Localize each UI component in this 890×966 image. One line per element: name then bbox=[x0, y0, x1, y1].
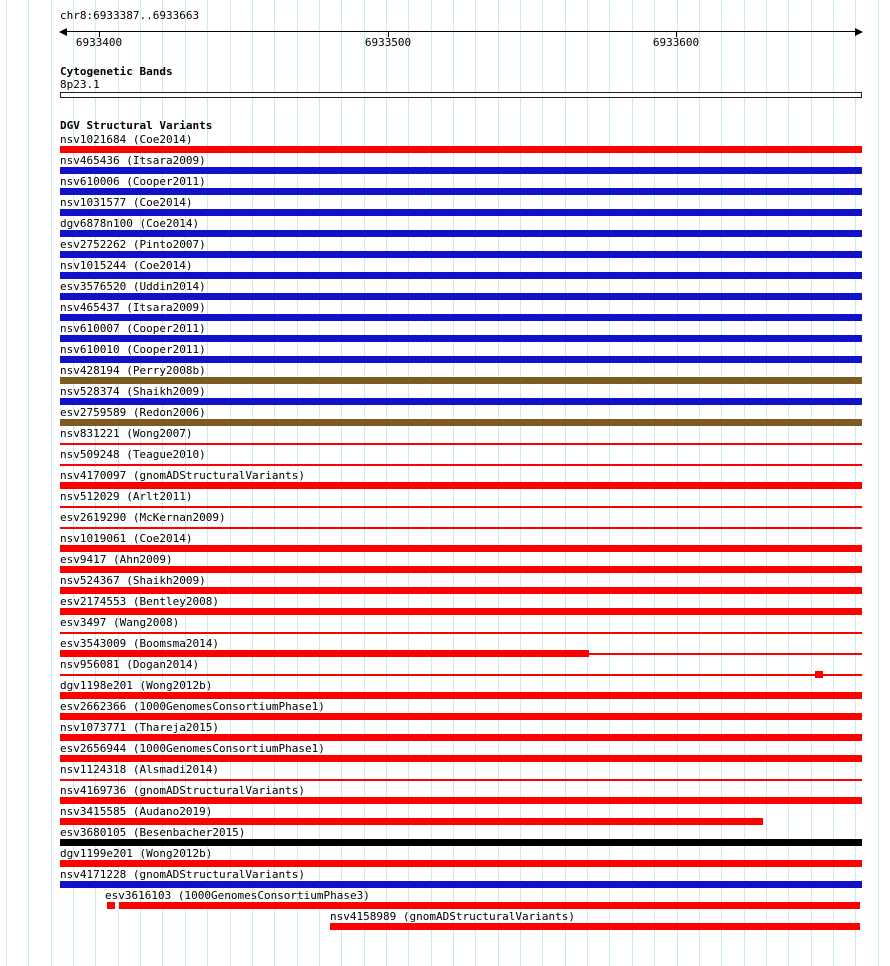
variant-row bbox=[60, 280, 862, 301]
variant-bar[interactable] bbox=[60, 167, 862, 174]
variant-row bbox=[60, 784, 862, 805]
variant-line[interactable] bbox=[60, 674, 862, 676]
variant-line[interactable] bbox=[60, 632, 862, 634]
variant-bar[interactable] bbox=[60, 818, 763, 825]
variant-row bbox=[60, 448, 862, 469]
variant-bar[interactable] bbox=[60, 860, 862, 867]
ruler-tick-label: 6933400 bbox=[75, 36, 123, 49]
variant-label[interactable]: nsv1031577 (Coe2014) bbox=[60, 196, 193, 209]
variant-label[interactable]: nsv4169736 (gnomADStructuralVariants) bbox=[60, 784, 306, 797]
variant-bar[interactable] bbox=[60, 314, 862, 321]
variant-row bbox=[60, 868, 862, 889]
variant-label[interactable]: dgv1199e201 (Wong2012b) bbox=[60, 847, 213, 860]
variant-row bbox=[60, 301, 862, 322]
ruler-right-arrow-icon bbox=[855, 28, 863, 36]
variant-label[interactable]: esv2759589 (Redon2006) bbox=[60, 406, 206, 419]
variant-row bbox=[60, 133, 862, 154]
variant-bar[interactable] bbox=[60, 608, 862, 615]
variant-label[interactable]: nsv512029 (Arlt2011) bbox=[60, 490, 193, 503]
variant-label[interactable]: nsv1015244 (Coe2014) bbox=[60, 259, 193, 272]
variant-label[interactable]: esv2619290 (McKernan2009) bbox=[60, 511, 226, 524]
variant-bar[interactable] bbox=[60, 650, 589, 657]
variant-row bbox=[60, 238, 862, 259]
variant-label[interactable]: esv2656944 (1000GenomesConsortiumPhase1) bbox=[60, 742, 325, 755]
variant-label[interactable]: nsv610010 (Cooper2011) bbox=[60, 343, 206, 356]
gridline bbox=[6, 0, 7, 966]
variant-label[interactable]: nsv465436 (Itsara2009) bbox=[60, 154, 206, 167]
variant-label[interactable]: dgv6878n100 (Coe2014) bbox=[60, 217, 200, 230]
variant-row bbox=[60, 490, 862, 511]
variant-row bbox=[60, 742, 862, 763]
variant-row bbox=[60, 805, 862, 826]
variant-row bbox=[60, 910, 862, 931]
variant-label[interactable]: nsv1021684 (Coe2014) bbox=[60, 133, 193, 146]
variant-label[interactable]: esv2752262 (Pinto2007) bbox=[60, 238, 206, 251]
variant-bar[interactable] bbox=[60, 545, 862, 552]
variant-bar[interactable] bbox=[60, 209, 862, 216]
variant-row bbox=[60, 595, 862, 616]
variant-row bbox=[60, 154, 862, 175]
variant-row bbox=[60, 553, 862, 574]
variant-line[interactable] bbox=[60, 443, 862, 445]
variant-label[interactable]: esv3616103 (1000GenomesConsortiumPhase3) bbox=[105, 889, 370, 902]
variant-line[interactable] bbox=[589, 653, 862, 655]
variant-bar[interactable] bbox=[60, 398, 862, 405]
variant-label[interactable]: nsv610006 (Cooper2011) bbox=[60, 175, 206, 188]
variant-row bbox=[60, 427, 862, 448]
variant-label[interactable]: nsv509248 (Teague2010) bbox=[60, 448, 206, 461]
variant-row bbox=[60, 721, 862, 742]
variant-label[interactable]: esv3543009 (Boomsma2014) bbox=[60, 637, 219, 650]
variant-label[interactable]: nsv524367 (Shaikh2009) bbox=[60, 574, 206, 587]
variant-bar[interactable] bbox=[60, 188, 862, 195]
gridline bbox=[878, 0, 879, 966]
ruler-tick-label: 6933600 bbox=[652, 36, 700, 49]
variant-row bbox=[60, 889, 862, 910]
variant-bar[interactable] bbox=[60, 692, 862, 699]
variant-label[interactable]: esv3497 (Wang2008) bbox=[60, 616, 180, 629]
variant-bar[interactable] bbox=[60, 482, 862, 489]
variant-row bbox=[60, 469, 862, 490]
variant-line[interactable] bbox=[60, 464, 862, 466]
variant-bar[interactable] bbox=[60, 587, 862, 594]
variant-row bbox=[60, 196, 862, 217]
variant-bar[interactable] bbox=[60, 293, 862, 300]
dgv-heading: DGV Structural Variants bbox=[60, 119, 213, 132]
cytogenetic-bands-heading: Cytogenetic Bands bbox=[60, 65, 173, 78]
variant-row bbox=[60, 175, 862, 196]
ruler-tick-label: 6933500 bbox=[364, 36, 412, 49]
variant-label[interactable]: nsv831221 (Wong2007) bbox=[60, 427, 193, 440]
variant-label[interactable]: nsv528374 (Shaikh2009) bbox=[60, 385, 206, 398]
variant-row bbox=[60, 364, 862, 385]
variant-bar[interactable] bbox=[60, 734, 862, 741]
variant-line[interactable] bbox=[60, 527, 862, 529]
variant-label[interactable]: nsv1073771 (Thareja2015) bbox=[60, 721, 219, 734]
variant-bar[interactable] bbox=[60, 356, 862, 363]
variant-row bbox=[60, 259, 862, 280]
variant-row bbox=[60, 532, 862, 553]
cytoband-label: 8p23.1 bbox=[60, 78, 100, 91]
variant-bar[interactable] bbox=[60, 419, 862, 426]
variant-label[interactable]: dgv1198e201 (Wong2012b) bbox=[60, 679, 213, 692]
variant-bar[interactable] bbox=[60, 335, 862, 342]
variant-row bbox=[60, 217, 862, 238]
variant-row bbox=[60, 847, 862, 868]
variant-bar[interactable] bbox=[119, 902, 860, 909]
variant-row bbox=[60, 385, 862, 406]
variant-bar[interactable] bbox=[60, 713, 862, 720]
variant-line[interactable] bbox=[60, 506, 862, 508]
variant-label[interactable]: esv2174553 (Bentley2008) bbox=[60, 595, 219, 608]
variant-label[interactable]: nsv1019061 (Coe2014) bbox=[60, 532, 193, 545]
variant-label[interactable]: nsv610007 (Cooper2011) bbox=[60, 322, 206, 335]
variant-label[interactable]: esv3680105 (Besenbacher2015) bbox=[60, 826, 246, 839]
variant-row bbox=[60, 343, 862, 364]
variant-row bbox=[60, 322, 862, 343]
gridline bbox=[51, 0, 52, 966]
variant-row bbox=[60, 763, 862, 784]
variant-row bbox=[60, 826, 862, 847]
variant-row bbox=[60, 406, 862, 427]
variant-bar[interactable] bbox=[60, 566, 862, 573]
variant-row bbox=[60, 511, 862, 532]
gridline bbox=[28, 0, 29, 966]
variant-bar[interactable] bbox=[60, 146, 862, 153]
variant-bar[interactable] bbox=[815, 671, 823, 678]
variant-bar[interactable] bbox=[60, 797, 862, 804]
variant-bar[interactable] bbox=[60, 251, 862, 258]
variant-label[interactable]: nsv4171228 (gnomADStructuralVariants) bbox=[60, 868, 306, 881]
variant-bar[interactable] bbox=[60, 755, 862, 762]
ruler-left-arrow-icon bbox=[59, 28, 67, 36]
variant-label[interactable]: esv3576520 (Uddin2014) bbox=[60, 280, 206, 293]
variant-line[interactable] bbox=[60, 779, 862, 781]
variant-row bbox=[60, 679, 862, 700]
variant-bar[interactable] bbox=[60, 272, 862, 279]
cytoband-glyph[interactable] bbox=[60, 92, 862, 98]
variant-bar[interactable] bbox=[60, 839, 862, 846]
variant-label[interactable]: nsv428194 (Perry2008b) bbox=[60, 364, 206, 377]
variant-label[interactable]: esv2662366 (1000GenomesConsortiumPhase1) bbox=[60, 700, 325, 713]
variant-label[interactable]: nsv465437 (Itsara2009) bbox=[60, 301, 206, 314]
variant-row bbox=[60, 700, 862, 721]
variant-bar[interactable] bbox=[107, 902, 115, 909]
variant-label[interactable]: nsv1124318 (Alsmadi2014) bbox=[60, 763, 219, 776]
variant-bar[interactable] bbox=[60, 230, 862, 237]
variant-label[interactable]: nsv956081 (Dogan2014) bbox=[60, 658, 200, 671]
variant-row bbox=[60, 616, 862, 637]
variant-label[interactable]: nsv3415585 (Audano2019) bbox=[60, 805, 213, 818]
variant-row bbox=[60, 637, 862, 658]
dgv-variant-track bbox=[60, 133, 862, 931]
variant-bar[interactable] bbox=[330, 923, 859, 930]
variant-label[interactable]: nsv4170097 (gnomADStructuralVariants) bbox=[60, 469, 306, 482]
variant-bar[interactable] bbox=[60, 881, 862, 888]
variant-bar[interactable] bbox=[60, 377, 862, 384]
variant-row bbox=[60, 574, 862, 595]
region-title: chr8:6933387..6933663 bbox=[60, 9, 200, 22]
ruler-line bbox=[67, 31, 855, 32]
variant-row bbox=[60, 658, 862, 679]
variant-label[interactable]: esv9417 (Ahn2009) bbox=[60, 553, 173, 566]
variant-label[interactable]: nsv4158989 (gnomADStructuralVariants) bbox=[330, 910, 576, 923]
